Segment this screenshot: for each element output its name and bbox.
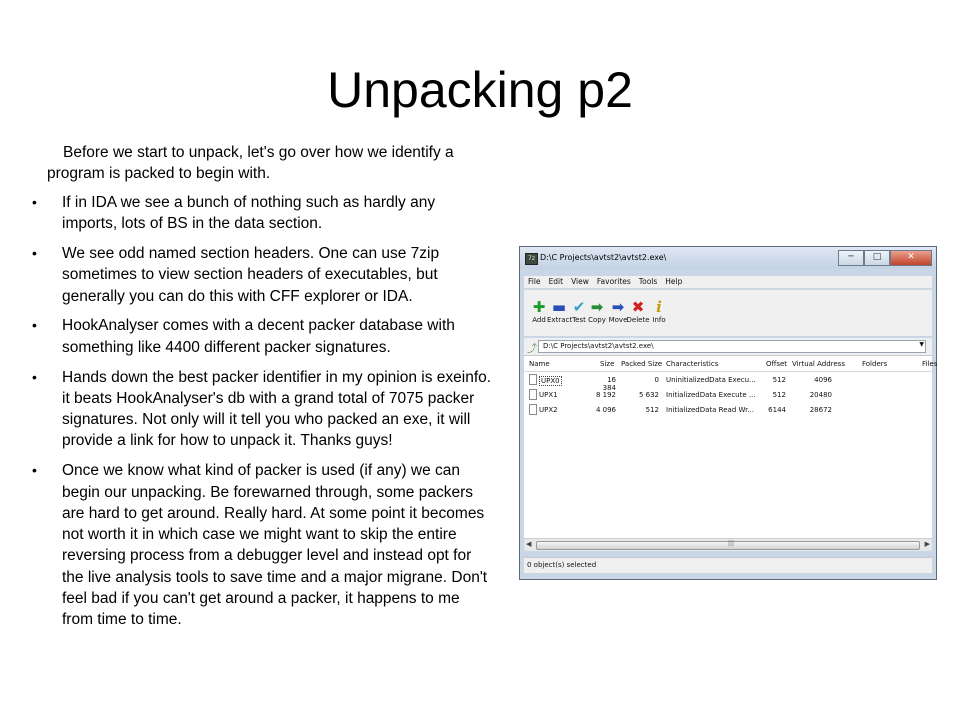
window-title: D:\C Projects\avtst2\avtst2.exe\	[540, 253, 667, 262]
cell-size: 8 192	[595, 391, 616, 399]
bullet-text: HookAnalyser comes with a decent packer database with something like 4400 different packer signatures.	[62, 317, 455, 356]
delete-icon: ✖	[631, 298, 645, 316]
cell-characteristics: UninitializedData Execu...	[666, 376, 756, 384]
menu-edit[interactable]: Edit	[548, 277, 564, 286]
col-files[interactable]: Files	[922, 360, 938, 368]
address-input[interactable]: D:\C Projects\avtst2\avtst2.exe\	[538, 340, 926, 353]
cell-offset: 6144	[768, 406, 786, 414]
table-row[interactable]	[524, 403, 932, 416]
test-label: Test	[572, 316, 586, 324]
col-name[interactable]: Name	[529, 360, 550, 368]
scroll-right-icon[interactable]: ▶	[924, 540, 930, 548]
table-row[interactable]	[524, 373, 932, 392]
minus-icon: ▬	[551, 298, 567, 316]
bullet-list	[32, 192, 492, 639]
add-label: Add	[532, 316, 546, 324]
col-folders[interactable]: Folders	[862, 360, 888, 368]
menu-help[interactable]: Help	[665, 277, 683, 286]
bullet-item	[32, 460, 492, 630]
cell-vaddr: 20480	[809, 391, 832, 399]
cell-characteristics: InitializedData Read Wr...	[666, 406, 755, 414]
bullet-dot: •	[32, 317, 37, 334]
menu-file[interactable]: File	[528, 277, 541, 286]
menu-favorites[interactable]: Favorites	[596, 277, 631, 286]
chevron-down-icon[interactable]: ▼	[919, 341, 924, 348]
bullet-text: If in IDA we see a bunch of nothing such as hardly any imports, lots of BS in the data section.	[62, 194, 436, 233]
cell-vaddr: 28672	[809, 406, 832, 414]
bullet-item	[32, 192, 492, 235]
scroll-grip: |||	[728, 540, 735, 547]
check-icon: ✔	[572, 298, 586, 316]
file-icon	[529, 404, 537, 415]
menu-view[interactable]: View	[571, 277, 589, 286]
cell-characteristics: InitializedData Execute ...	[666, 391, 756, 399]
bullet-item	[32, 315, 492, 358]
window-controls	[838, 250, 932, 265]
move-arrow-icon: ➡	[611, 298, 625, 316]
extract-label: Extract	[547, 316, 573, 324]
cell-packed: 512	[645, 406, 659, 414]
address-bar	[524, 338, 932, 356]
col-characteristics[interactable]: Characteristics	[666, 360, 719, 368]
horizontal-scrollbar[interactable]	[524, 538, 932, 551]
bullet-text: Hands down the best packer identifier in my opinion is exeinfo. it beats HookAnalyser's db with a grand total of 7075 packer signatures. Not only will it tell you who packed an exe, it will provide a link for how to unpack it. Thanks guys!	[62, 368, 492, 450]
close-button[interactable]: ✕	[890, 250, 932, 266]
cell-name: UPX1	[539, 391, 558, 399]
file-list-header	[524, 356, 938, 372]
up-folder-icon[interactable]: ⤴	[527, 344, 537, 355]
cell-name: UPX2	[539, 406, 558, 414]
info-button[interactable]	[647, 298, 671, 324]
move-label: Move	[608, 316, 628, 324]
table-row[interactable]	[524, 388, 932, 401]
minimize-button[interactable]: ─	[838, 250, 864, 266]
bullet-text: We see odd named section headers. One can use 7zip sometimes to view section headers of executables, but generally you can do this with CFF explorer or IDA.	[62, 245, 440, 305]
file-icon	[529, 389, 537, 400]
cell-vaddr: 4096	[814, 376, 832, 384]
scroll-thumb[interactable]	[536, 541, 920, 550]
file-list	[524, 356, 938, 546]
cell-name: UPX0	[541, 377, 560, 385]
col-offset[interactable]: Offset	[766, 360, 788, 368]
status-bar: 0 object(s) selected	[524, 557, 932, 573]
scroll-left-icon[interactable]: ◀	[526, 540, 532, 548]
col-packed-size[interactable]: Packed Size	[621, 360, 663, 368]
delete-label: Delete	[626, 316, 650, 324]
bullet-item	[32, 367, 492, 452]
menu-tools[interactable]: Tools	[638, 277, 658, 286]
col-size[interactable]: Size	[600, 360, 615, 368]
plus-icon: ✚	[532, 298, 546, 316]
sevenzip-app-icon: 7z	[525, 253, 538, 265]
menu-bar	[524, 276, 932, 288]
cell-offset: 512	[772, 376, 786, 384]
info-icon: i	[656, 298, 662, 316]
bullet-dot: •	[32, 245, 37, 262]
cell-offset: 512	[772, 391, 786, 399]
cell-size: 4 096	[595, 406, 616, 414]
sevenzip-window-screenshot	[519, 246, 937, 580]
slide-title: Unpacking p2	[327, 62, 633, 118]
info-label: Info	[652, 316, 666, 324]
cell-packed: 5 632	[638, 391, 659, 399]
intro-paragraph: Before we start to unpack, let's go over how we identify a program is packed to begin with.	[47, 144, 454, 182]
maximize-button[interactable]: □	[864, 250, 890, 266]
bullet-item	[32, 243, 492, 307]
window-titlebar[interactable]	[520, 247, 936, 269]
bullet-dot: •	[32, 368, 37, 385]
cell-size: 16 384	[602, 376, 616, 392]
cell-packed: 0	[654, 376, 659, 384]
col-virtual-address[interactable]: Virtual Address	[792, 360, 845, 368]
bullet-text: Once we know what kind of packer is used (if any) we can begin our unpacking. Be forewarned through, some packers are hard to get around. Really hard. At some point it becomes not worth it in which case we might want to skip the entire reversing process from a debugger level and instead opt for the live analysis tools to save time and a major migrane. Don't feel bad if you can't get around a packer, it happens to me from time to time.	[62, 462, 488, 629]
copy-arrow-icon: ➡	[590, 298, 604, 316]
copy-label: Copy	[588, 316, 606, 324]
toolbar	[524, 289, 932, 336]
file-icon	[529, 374, 537, 385]
bullet-dot: •	[32, 194, 37, 210]
bullet-dot: •	[32, 462, 37, 479]
